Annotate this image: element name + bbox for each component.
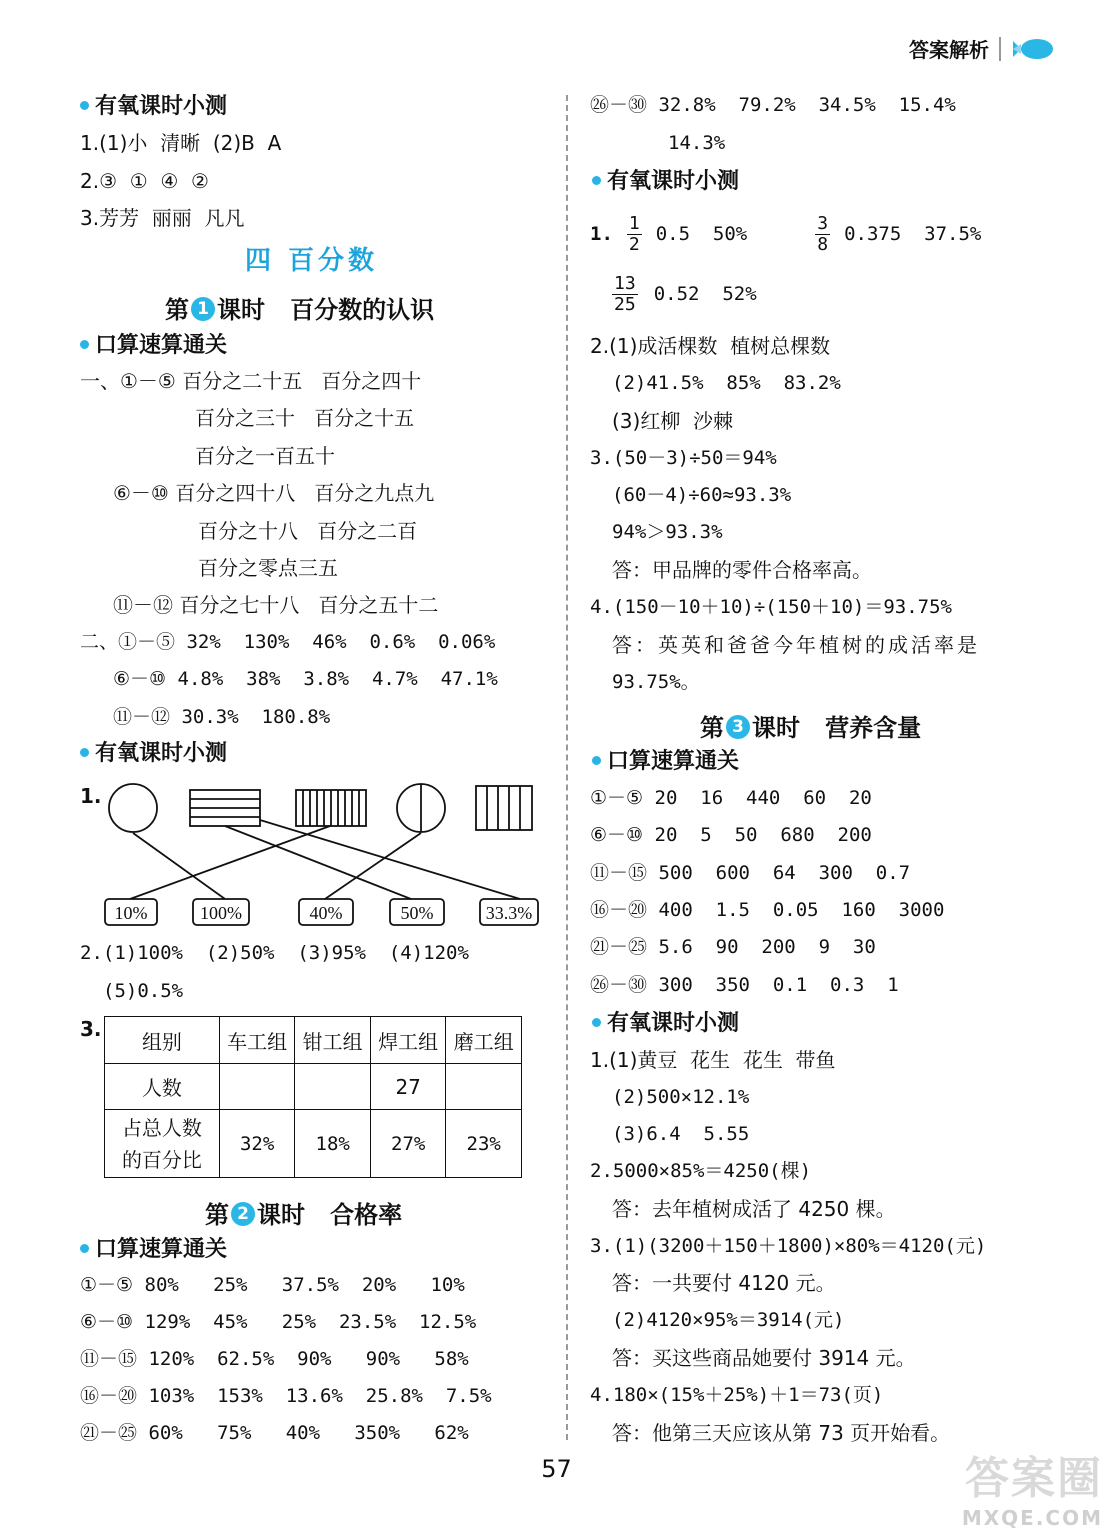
watermark-url: MXQE.COM — [961, 1506, 1103, 1530]
answer-line: ㉖－㉚ 32.8% 79.2% 34.5% 15.4% — [590, 94, 956, 116]
answer-line: 2.③ ① ④ ② — [80, 169, 209, 193]
table-row-label — [105, 1110, 220, 1178]
matching-figure — [100, 778, 550, 933]
answer-line: (60－4)÷60≈93.3% — [612, 484, 792, 506]
answer-line: 百分之一百五十 — [195, 444, 335, 468]
fish-logo-icon — [1011, 36, 1055, 62]
answer-line: (2)4120×95%＝3914(元) — [612, 1309, 845, 1331]
answer-line: ⑪－⑫ 30.3% 180.8% — [113, 706, 331, 728]
section-title: 有氧课时小测 — [95, 94, 228, 119]
table-header-cell: 磨工组 — [446, 1017, 522, 1064]
connector-line — [260, 820, 520, 899]
left-section-oral-1 — [80, 333, 227, 359]
answer-line: 3.(50－3)÷50＝94% — [590, 447, 777, 469]
answer-line: 百分之十八 百分之二百 — [198, 519, 418, 543]
fraction — [815, 214, 830, 255]
question-label: 1. — [80, 784, 102, 808]
answer-line: 一、①－⑤ 百分之二十五 百分之四十 — [80, 369, 422, 393]
percent-box-label: 33.3% — [485, 903, 533, 923]
answer-line: ①－⑤ 20 16 440 60 20 — [590, 787, 872, 809]
section-title: 有氧课时小测 — [95, 741, 228, 766]
section-title: 口算速算通关 — [95, 333, 228, 358]
question-label: 3. — [80, 1017, 102, 1041]
bullet-dot-icon — [80, 1244, 89, 1253]
answer-line: ⑯－⑳ 400 1.5 0.05 160 3000 — [590, 899, 945, 921]
watermark — [962, 1442, 1103, 1530]
page-header — [909, 34, 1055, 63]
lesson-name: 课时 合格率 — [257, 1201, 403, 1229]
table-cell: 18% — [295, 1110, 371, 1178]
answer-line: 2.(1)成活棵数 植树总棵数 — [590, 334, 831, 358]
lesson-number-badge: 2 — [231, 1202, 255, 1226]
section-title: 口算速算通关 — [95, 1237, 228, 1262]
header-divider — [999, 37, 1001, 61]
table-header-cell: 组别 — [105, 1017, 220, 1064]
answer-line: ⑥－⑩ 129% 45% 25% 23.5% 12.5% — [80, 1311, 477, 1333]
fraction-denominator: 25 — [614, 293, 636, 315]
lesson-title-2 — [205, 1195, 402, 1230]
answer-line: (2)41.5% 85% 83.2% — [612, 372, 841, 394]
answer-line: ①－⑤ 80% 25% 37.5% 20% 10% — [80, 1274, 465, 1296]
answer-line: (3)6.4 5.55 — [612, 1123, 750, 1145]
connector-line — [325, 833, 421, 899]
answer-line: 百分之三十 百分之十五 — [195, 406, 415, 430]
bullet-dot-icon — [592, 176, 601, 185]
lesson-title-3 — [700, 708, 921, 743]
section-title: 口算速算通关 — [607, 749, 740, 774]
lesson-name: 课时 营养含量 — [752, 714, 922, 742]
lesson-number-badge: 1 — [191, 297, 215, 321]
shape-circle-half — [397, 784, 445, 832]
answer-line: 答：一共要付 4120 元。 — [612, 1271, 836, 1295]
table-cell: 27 — [370, 1064, 446, 1110]
answer-line: 百分之零点三五 — [198, 556, 338, 580]
answer-line: 93.75%。 — [612, 671, 700, 693]
answer-line: 14.3% — [668, 132, 726, 154]
section-title: 有氧课时小测 — [607, 169, 740, 194]
question-label: 1. — [590, 223, 613, 245]
answer-line: 2.(1)100% (2)50% (3)95% (4)120% — [80, 942, 469, 964]
percent-box-label: 100% — [200, 903, 242, 923]
answer-line: ㉑－㉕ 5.6 90 200 9 30 — [590, 936, 876, 958]
answer-line: 答：买这些商品她要付 3914 元。 — [612, 1346, 916, 1370]
table-header-cell: 钳工组 — [295, 1017, 371, 1064]
answer-text: 0.375 37.5% — [844, 223, 982, 245]
answer-line: ⑪－⑮ 500 600 64 300 0.7 — [590, 862, 911, 884]
right-section-aerobic-2 — [592, 1011, 739, 1037]
column-divider — [566, 95, 568, 1440]
answer-line: ㉑－㉕ 60% 75% 40% 350% 62% — [80, 1422, 469, 1444]
connector-line — [133, 833, 225, 899]
table-header-cell: 车工组 — [219, 1017, 295, 1064]
lesson-prefix: 第 — [165, 296, 189, 324]
table-header-cell: 焊工组 — [370, 1017, 446, 1064]
unit-title: 四 百分数 — [245, 246, 379, 276]
watermark-logo-text: 答案圈 — [965, 1453, 1103, 1504]
answer-line: 94%＞93.3% — [612, 521, 723, 543]
lesson-prefix: 第 — [700, 714, 724, 742]
fraction-denominator: 2 — [628, 233, 640, 255]
table-cell — [219, 1064, 295, 1110]
lesson-prefix: 第 — [205, 1201, 229, 1229]
answer-line: 4.180×(15%＋25%)＋1＝73(页) — [590, 1384, 884, 1406]
bullet-dot-icon — [80, 101, 89, 110]
answer-line: ⑯－⑳ 103% 153% 13.6% 25.8% 7.5% — [80, 1385, 492, 1407]
group-table — [104, 1016, 522, 1178]
shape-rect-vertical-stripes-5 — [476, 786, 532, 830]
connector-line — [130, 826, 330, 899]
answer-line: 答：英英和爸爸今年植树的成活率是 — [612, 633, 980, 657]
percent-box-label: 10% — [114, 903, 148, 923]
answer-line: 1.(1)黄豆 花生 花生 带鱼 — [590, 1048, 836, 1072]
fraction — [612, 274, 638, 315]
bullet-dot-icon — [80, 340, 89, 349]
fraction-answer-row-1 — [590, 212, 981, 256]
header-title: 答案解析 — [909, 38, 989, 62]
fraction-numerator: 13 — [614, 272, 636, 294]
left-section-aerobic-1 — [80, 94, 227, 120]
percent-box-label: 50% — [400, 903, 434, 923]
answer-line: ⑥－⑩ 百分之四十八 百分之九点九 — [113, 481, 435, 505]
answer-text: 0.5 50% — [655, 223, 748, 245]
fraction-numerator: 3 — [817, 212, 829, 234]
answer-line: 3.(1)(3200＋150＋1800)×80%＝4120(元) — [590, 1235, 987, 1257]
answer-line: ㉖－㉚ 300 350 0.1 0.3 1 — [590, 974, 899, 996]
table-row-label-line: 的百分比 — [121, 1147, 202, 1172]
lesson-title-1 — [165, 290, 434, 325]
table-cell — [295, 1064, 371, 1110]
table-cell: 27% — [370, 1110, 446, 1178]
section-title: 有氧课时小测 — [607, 1011, 740, 1036]
right-section-oral — [592, 749, 739, 775]
right-section-aerobic-1 — [592, 169, 739, 195]
bullet-dot-icon — [592, 756, 601, 765]
table-cell: 23% — [446, 1110, 522, 1178]
shape-rect-horizontal-stripes — [190, 790, 260, 826]
answer-line: 答：甲品牌的零件合格率高。 — [612, 558, 872, 582]
answer-text: 0.52 52% — [653, 283, 757, 305]
table-row-label: 人数 — [105, 1064, 220, 1110]
answer-line: 答：他第三天应该从第 73 页开始看。 — [612, 1421, 951, 1445]
fraction — [627, 214, 642, 255]
answer-line: 答：去年植树成活了 4250 棵。 — [612, 1197, 896, 1221]
percent-box-label: 40% — [309, 903, 343, 923]
page-number: 57 — [541, 1455, 572, 1483]
answer-line: (5)0.5% — [103, 980, 184, 1002]
left-section-oral-2 — [80, 1237, 227, 1263]
answer-line: (3)红柳 沙棘 — [612, 409, 734, 433]
bullet-dot-icon — [592, 1018, 601, 1027]
answer-line: 4.(150－10＋10)÷(150＋10)＝93.75% — [590, 596, 952, 618]
fraction-answer-row-2 — [612, 272, 757, 316]
left-section-aerobic-2 — [80, 741, 227, 767]
shape-circle-full — [109, 784, 157, 832]
fraction-denominator: 8 — [817, 233, 829, 255]
answer-line: (2)500×12.1% — [612, 1086, 750, 1108]
answer-line: 二、①－⑤ 32% 130% 46% 0.6% 0.06% — [80, 631, 496, 653]
answer-line: ⑥－⑩ 20 5 50 680 200 — [590, 824, 872, 846]
table-cell — [446, 1064, 522, 1110]
table-row-label-line: 占总人数 — [121, 1115, 202, 1140]
lesson-name: 课时 百分数的认识 — [217, 296, 435, 324]
answer-line: 1.(1)小 清晰 (2)B A — [80, 131, 282, 155]
answer-line: ⑥－⑩ 4.8% 38% 3.8% 4.7% 47.1% — [113, 668, 498, 690]
answer-line: 3.芳芳 丽丽 凡凡 — [80, 206, 245, 230]
table-cell: 32% — [219, 1110, 295, 1178]
answer-line: 2.5000×85%＝4250(棵) — [590, 1160, 812, 1182]
answer-line: ⑪－⑮ 120% 62.5% 90% 90% 58% — [80, 1348, 469, 1370]
answer-line: ⑪－⑫ 百分之七十八 百分之五十二 — [113, 593, 439, 617]
fraction-numerator: 1 — [628, 212, 640, 234]
shape-rect-vertical-stripes-10 — [296, 790, 366, 826]
bullet-dot-icon — [80, 748, 89, 757]
lesson-number-badge: 3 — [726, 715, 750, 739]
